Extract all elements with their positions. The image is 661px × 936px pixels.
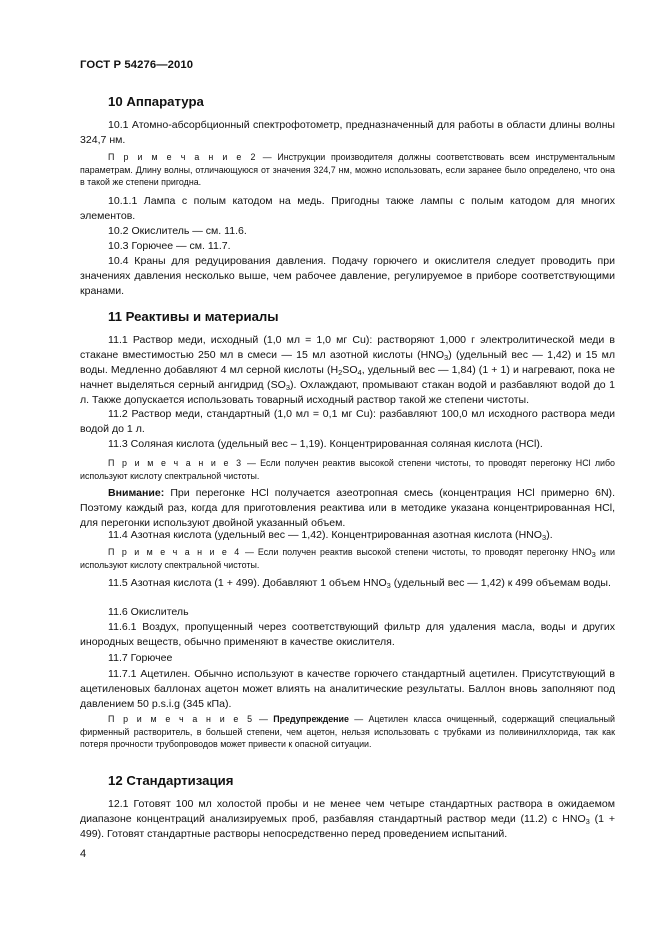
para-12-1 xyxy=(80,797,615,842)
para-11-6-1: 11.6.1 Воздух, пропущенный через соответствующий фильтр для удаления масла, воды и других инородных веществ, обычно применяют в качестве окислителя. xyxy=(80,621,615,648)
note-2-text: — Инструкции производителя должны соответствовать всем инструментальным параметрам. Длину волны, отличающуюся от значения 324,7 нм, можно использовать, если заранее было определено, что она в такой же степени пригодна. xyxy=(80,152,615,188)
note-2 xyxy=(80,151,615,189)
note-5-label: П р и м е ч а н и е 5 xyxy=(108,714,254,724)
para-11-1-part-d: , удельный вес — 1,84) (1 + 1) и нагревают, пока не начнет выделяться серный ангидрид (SO xyxy=(80,364,615,391)
para-11-1-part-c: SO xyxy=(342,364,358,376)
note-2-label: П р и м е ч а н и е 2 xyxy=(108,152,258,162)
para-11-3: 11.3 Соляная кислота (удельный вес – 1,19). Концентрированная соляная кислота (HCl). xyxy=(108,438,543,450)
para-10-1: 10.1 Атомно-абсорбционный спектрофотометр, предназначенный для работы в области длины волны 324,7 нм. xyxy=(80,119,615,146)
para-11-1 xyxy=(80,333,615,408)
note-5-warning-label: Предупреждение xyxy=(273,714,349,724)
para-11-1-part-a: 11.1 Раствор меди, исходный (1,0 мл = 1,0 мг Cu): растворяют 1,000 г электролитической меди в стакане вместимостью 250 мл в смеси — 15 мл азотной кислоты (HNO xyxy=(80,334,615,361)
note-4-part-b: или используют кислоту спектральной чистоты. xyxy=(80,547,615,570)
note-5-text: — Ацетилен класса очищенный, содержащий специальный фирменный растворитель, в большей степени, чем ацетон, нельзя использовать с трубками из поливинилхлорида, так как потеря прочности трубопроводов может привести к опасной ситуации. xyxy=(80,714,615,750)
note-5 xyxy=(80,713,615,751)
section-10-title: 10 Аппаратура xyxy=(108,94,204,109)
subscript: 3 xyxy=(585,817,590,826)
note-4 xyxy=(80,546,615,571)
para-11-2: 11.2 Раствор меди, стандартный (1,0 мл = 0,1 мг Cu): разбавляют 100,0 мл исходного раствора меди водой до 1 л. xyxy=(80,408,615,435)
subscript: 3 xyxy=(386,581,391,590)
page-header: ГОСТ Р 54276—2010 xyxy=(80,59,194,71)
subscript: 2 xyxy=(338,368,343,377)
para-10-3: 10.3 Горючее — см. 11.7. xyxy=(108,240,231,252)
para-11-5-part-a: 11.5 Азотная кислота (1 + 499). Добавляют 1 объем HNO xyxy=(108,577,387,589)
para-12-1-part-a: 12.1 Готовят 100 мл холостой пробы и не менее чем четыре стандартных раствора в ожидаемом диапазоне концентраций анализируемых проб, разбавляя стандартный раствор меди (11.2) с HNO xyxy=(80,798,615,825)
warning-label: Внимание: xyxy=(108,487,165,499)
note-3-label: П р и м е ч а н и е 3 xyxy=(108,458,243,468)
subscript: 3 xyxy=(591,550,596,559)
para-11-4 xyxy=(80,528,615,543)
note-3-text: — Если получен реактив высокой степени чистоты, то проводят перегонку HCl либо используют кислоту спектральной чистоты. xyxy=(80,458,615,481)
subscript: 3 xyxy=(444,353,449,362)
note-5-dash: — xyxy=(253,714,274,724)
note-4-label: П р и м е ч а н и е 4 xyxy=(108,547,241,557)
para-11-4-part-b: ). xyxy=(546,529,553,541)
para-10-2: 10.2 Окислитель — см. 11.6. xyxy=(108,225,247,237)
note-4-part-a: — Если получен реактив высокой степени чистоты, то проводят перегонку HNO xyxy=(240,547,592,557)
section-12-title: 12 Стандартизация xyxy=(108,773,234,788)
para-11-4-part-a: 11.4 Азотная кислота (удельный вес — 1,42). Концентрированная азотная кислота (HNO xyxy=(108,529,543,541)
warning-paragraph xyxy=(80,486,615,531)
para-11-6: 11.6 Окислитель xyxy=(108,606,189,618)
para-11-5 xyxy=(80,576,615,591)
note-3 xyxy=(80,457,615,482)
subscript: 3 xyxy=(285,383,290,392)
para-11-1-part-e: ). Охлаждают, промывают стакан водой и разбавляют водой до 1 л. Также допускается использовать товарный исходный раствор такой же степени чистоты. xyxy=(80,379,616,406)
para-10-4: 10.4 Краны для редуцирования давления. Подачу горючего и окислителя следует проводить при значениях давления несколько выше, чем рабочее давление, регулируемое в приборе соответствующими кранами. xyxy=(80,255,615,297)
warning-text: При перегонке HCl получается азеотропная смесь (концентрация HCl примерно 6N). Поэтому каждый раз, когда для приготовления реактива или в методике указана концентрированная HCl, для перегонки используют двойной указанный объем. xyxy=(80,487,615,529)
subscript: 3 xyxy=(542,533,547,542)
para-11-5-part-b: (удельный вес — 1,42) к 499 объемам воды. xyxy=(390,577,611,589)
para-12-1-part-b: (1 + 499). Готовят стандартные растворы непосредственно перед проведением испытаний. xyxy=(80,813,615,840)
page-number: 4 xyxy=(80,848,87,860)
subscript: 4 xyxy=(357,368,362,377)
para-11-1-part-b: ) (удельный вес — 1,42) и 15 мл воды. Медленно добавляют 4 мл серной кислоты (H xyxy=(80,349,616,376)
para-10-1-1: 10.1.1 Лампа с полым катодом на медь. Пригодны также лампы с полым катодом для многих элементов. xyxy=(80,195,615,222)
para-11-7: 11.7 Горючее xyxy=(108,652,173,664)
section-11-title: 11 Реактивы и материалы xyxy=(108,309,279,324)
para-11-7-1: 11.7.1 Ацетилен. Обычно используют в качестве горючего стандартный ацетилен. Присутствующий в ацетиленовых баллонах ацетон может влиять на аналитические результаты. Баллон вновь заполняют под давлением 50 p.s.i.g (345 кПа). xyxy=(80,668,615,710)
